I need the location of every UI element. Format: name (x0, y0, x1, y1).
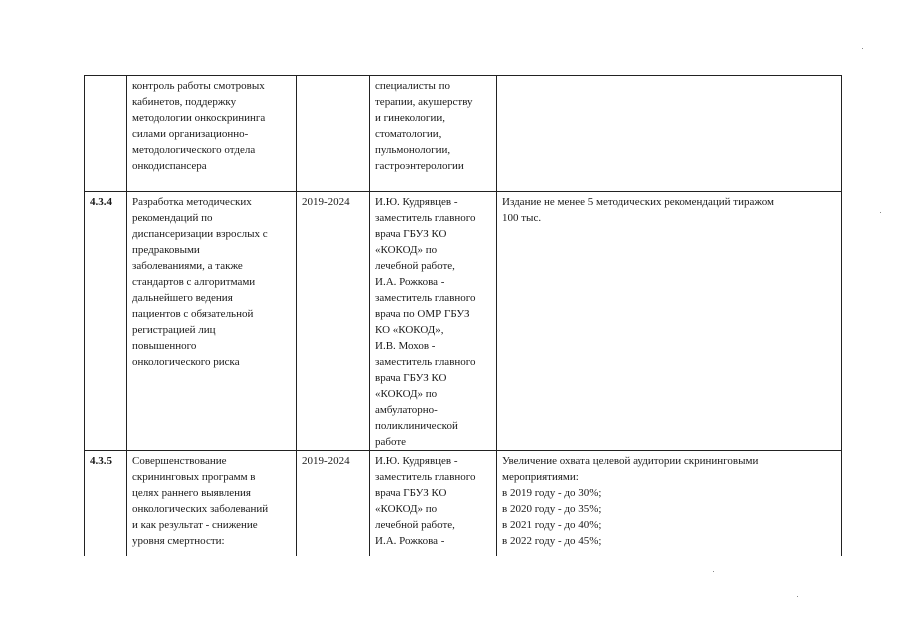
item-number: 4.3.5 (85, 451, 127, 557)
cell-text-line: и как результат - снижение (132, 519, 258, 531)
cell-text-line: врача по ОМР ГБУЗ (375, 308, 470, 320)
cell-text-line: стандартов с алгоритмами (132, 276, 256, 288)
cell-text-line: предраковыми (132, 244, 200, 256)
cell-text-line: заместитель главного (375, 356, 476, 368)
cell-text-line: Увеличение охвата целевой аудитории скрининговыми (502, 455, 759, 467)
cell-text-line: методологического отдела (132, 144, 256, 156)
cell-text-line: «КОКОД» по (375, 388, 438, 400)
cell-text-line: в 2021 году - до 40%; (502, 519, 602, 531)
cell-text-line: лечебной работе, (375, 519, 455, 531)
cell-text-line: пульмонологии, (375, 144, 451, 156)
cell-text-line: Разработка методических (132, 196, 252, 208)
cell-text-line: работе (375, 436, 407, 448)
cell-text-line: в 2020 году - до 35%; (502, 503, 602, 515)
cell-text-line: врача ГБУЗ КО (375, 487, 447, 499)
cell-text-line: в 2022 году - до 45%; (502, 535, 602, 547)
cell-text-line: скрининговых программ в (132, 471, 256, 483)
cell-text-line: врача ГБУЗ КО (375, 372, 447, 384)
item-description (127, 192, 297, 451)
item-description (127, 451, 297, 557)
cell-text-line: пациентов с обязательной (132, 308, 254, 320)
item-period: 2019-2024 (297, 192, 370, 451)
cell-text-line: «КОКОД» по (375, 503, 438, 515)
item-responsible (370, 192, 497, 451)
item-responsible (370, 76, 497, 192)
item-number (85, 76, 127, 192)
cell-text-line: «КОКОД» по (375, 244, 438, 256)
item-result (497, 192, 842, 451)
scan-speck (713, 571, 714, 572)
cell-text-line: диспансеризации взрослых с (132, 228, 268, 240)
cell-text-line: уровня смертности: (132, 535, 225, 547)
cell-text-line: амбулаторно- (375, 404, 438, 416)
cell-text-line: терапии, акушерству (375, 96, 473, 108)
cell-text-line: контроль работы смотровых (132, 80, 265, 92)
cell-text-line: И.А. Рожкова - (375, 276, 445, 288)
cell-text-line: и гинекологии, (375, 112, 445, 124)
action-plan-table (84, 75, 842, 556)
item-result (497, 451, 842, 557)
cell-text-line: силами организационно- (132, 128, 249, 140)
cell-text-line: поликлинической (375, 420, 458, 432)
table-row (85, 192, 842, 451)
cell-text-line: гастроэнтерологии (375, 160, 464, 172)
cell-text-line: врача ГБУЗ КО (375, 228, 447, 240)
cell-text-line: И.Ю. Кудрявцев - (375, 455, 458, 467)
cell-text-line: регистрацией лиц (132, 324, 216, 336)
cell-text-line: онкологических заболеваний (132, 503, 269, 515)
cell-text-line: целях раннего выявления (132, 487, 251, 499)
cell-text-line: 100 тыс. (502, 212, 542, 224)
cell-text-line: рекомендаций по (132, 212, 213, 224)
cell-text-line: заместитель главного (375, 292, 476, 304)
cell-text-line: КО «КОКОД», (375, 324, 444, 336)
item-responsible (370, 451, 497, 557)
cell-text-line: онкодиспансера (132, 160, 207, 172)
item-result (497, 76, 842, 192)
cell-text-line: заболеваниями, а также (132, 260, 243, 272)
cell-text-line: заместитель главного (375, 212, 476, 224)
item-period: 2019-2024 (297, 451, 370, 557)
cell-text-line: И.А. Рожкова - (375, 535, 445, 547)
cell-text-line: онкологического риска (132, 356, 240, 368)
item-description (127, 76, 297, 192)
item-number: 4.3.4 (85, 192, 127, 451)
scan-speck (880, 212, 881, 213)
cell-text-line: стоматологии, (375, 128, 442, 140)
scan-speck (862, 48, 863, 49)
cell-text-line: специалисты по (375, 80, 450, 92)
item-period (297, 76, 370, 192)
cell-text-line: в 2019 году - до 30%; (502, 487, 602, 499)
table-row (85, 451, 842, 557)
cell-text-line: дальнейшего ведения (132, 292, 233, 304)
cell-text-line: повышенного (132, 340, 197, 352)
cell-text-line: кабинетов, поддержку (132, 96, 237, 108)
cell-text-line: Издание не менее 5 методических рекомендаций тиражом (502, 196, 774, 208)
cell-text-line: мероприятиями: (502, 471, 579, 483)
cell-text-line: заместитель главного (375, 471, 476, 483)
cell-text-line: лечебной работе, (375, 260, 455, 272)
cell-text-line: Совершенствование (132, 455, 227, 467)
table-row (85, 76, 842, 192)
cell-text-line: И.Ю. Кудрявцев - (375, 196, 458, 208)
scan-speck (797, 596, 798, 597)
cell-text-line: методологии онкоскрининга (132, 112, 266, 124)
cell-text-line: И.В. Мохов - (375, 340, 436, 352)
